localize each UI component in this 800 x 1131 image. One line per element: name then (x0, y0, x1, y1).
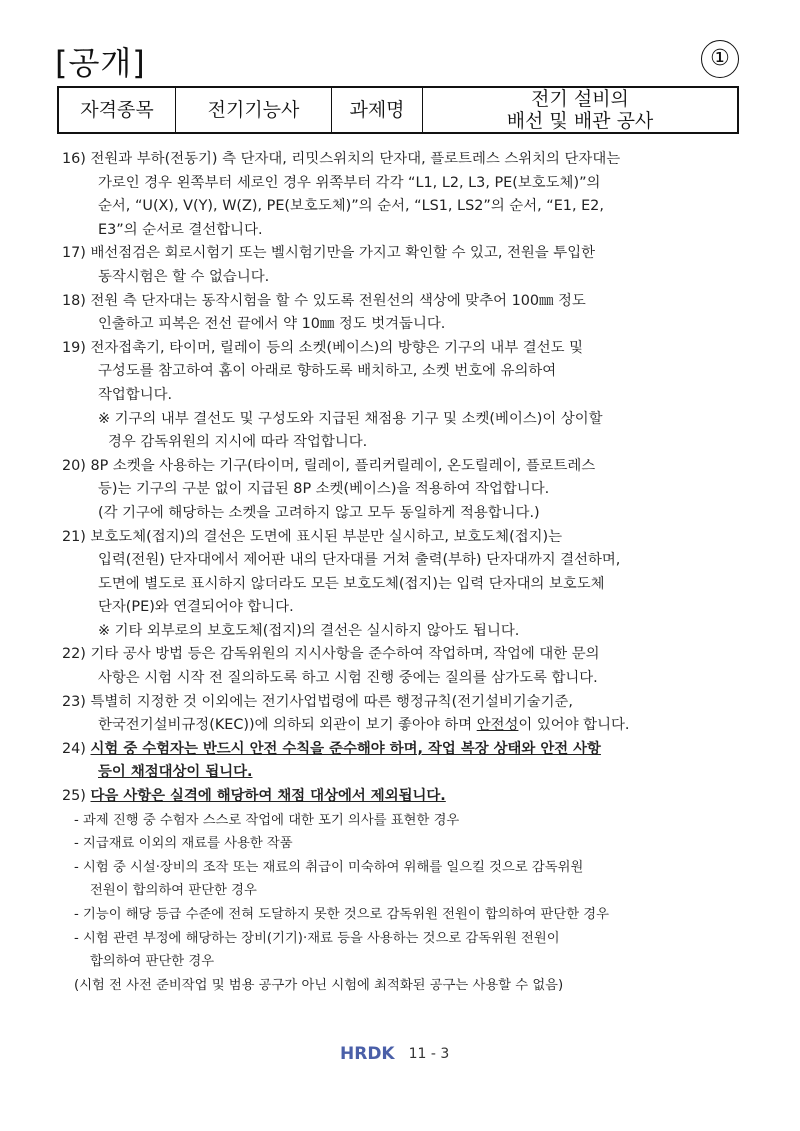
disqualify-item-3-line1: - 시험 중 시설·장비의 조작 또는 재료의 취급이 미숙하여 위해를 일으킬 것으로 감독위원 (74, 859, 584, 875)
item-24-line2 (62, 761, 762, 785)
disqualify-item-1: - 과제 진행 중 수험자 스스로 작업에 대한 포기 의사를 표현한 경우 (74, 812, 460, 828)
item-18-line1: 18) 전원 측 단자대는 동작시험을 할 수 있도록 전원선의 색상에 맞추어 100㎜ 정도 (62, 292, 586, 309)
qualification-value: 전기기능사 (176, 87, 332, 133)
item-16-line1: 16) 전원과 부하(전동기) 측 단자대, 리밋스위치의 단자대, 플로트레스 스위치의 단자대는 (62, 151, 621, 167)
qualification-label: 자격종목 (58, 87, 176, 133)
item-23-line1: 23) 특별히 지정한 것 이외에는 전기사업법령에 따른 행정규칙(전기설비기술기준, (62, 693, 573, 710)
item-21-line1: 21) 보호도체(접지)의 결선은 도면에 표시된 부분만 실시하고, 보호도체(접지)는 (62, 528, 563, 545)
item-17-line1: 17) 배선점검은 회로시험기 또는 벨시험기만을 가지고 확인할 수 있고, 전원을 투입한 (62, 245, 595, 262)
item-16-line3: 순서, “U(X), V(Y), W(Z), PE(보호도체)”의 순서, “LS1, LS2”의 순서, “E1, E2, (98, 198, 604, 215)
item-16-line4: E3”의 순서로 결선합니다. (98, 221, 263, 238)
item-21-line4: 단자(PE)와 연결되어야 합니다. (98, 599, 294, 616)
item-24-line1 (62, 738, 762, 762)
item-18-line2: 인출하고 피복은 전선 끝에서 약 10㎜ 정도 벗겨둡니다. (98, 316, 446, 333)
item-24-number: 24) (62, 740, 91, 757)
item-20-line2: 등)는 기구의 구분 없이 지급된 8P 소켓(베이스)을 적용하여 작업합니다. (98, 481, 550, 498)
item-24-emphasis-2: 등이 채점대상이 됩니다. (98, 764, 253, 781)
disqualify-item-3-line2: 전원이 합의하여 판단한 경우 (90, 883, 257, 899)
public-tag: [공개] (55, 44, 146, 82)
item-19-line3: 작업합니다. (98, 386, 173, 403)
disqualify-item-5-line2: 합의하여 판단한 경우 (90, 954, 215, 970)
item-22-line2: 사항은 시험 시작 전 질의하도록 하고 시험 진행 중에는 질의를 삼가도록 합니다. (98, 670, 598, 687)
item-19-line2: 구성도를 참고하여 홈이 아래로 향하도록 배치하고, 소켓 번호에 유의하여 (98, 363, 557, 380)
circle-number-badge: ① (701, 40, 739, 78)
item-25-emphasis: 다음 사항은 실격에 해당하여 채점 대상에서 제외됩니다. (90, 788, 446, 805)
task-value-line1: 전기 설비의 (531, 88, 629, 110)
page-footer (340, 1044, 449, 1064)
item-21-line3: 도면에 별도로 표시하지 않더라도 모든 보호도체(접지)는 입력 단자대의 보호도체 (98, 575, 605, 592)
disqualify-note: (시험 전 사전 준비작업 및 범용 공구가 아닌 시험에 최적화된 공구는 사용할 수 없음) (74, 977, 564, 993)
item-19-note-line1: ※ 기구의 내부 결선도 및 구성도와 지급된 채점용 기구 및 소켓(베이스)이 상이할 (98, 410, 603, 427)
item-19-line1: 19) 전자접촉기, 타이머, 릴레이 등의 소켓(베이스)의 방향은 기구의 내부 결선도 및 (62, 339, 583, 356)
item-17-line2: 동작시험은 할 수 없습니다. (98, 268, 270, 285)
disqualify-item-2: - 지급재료 이외의 재료를 사용한 작품 (74, 836, 293, 852)
item-23-line2 (62, 714, 762, 738)
instructions-body (62, 148, 762, 997)
item-25-number: 25) (62, 788, 91, 805)
task-value (423, 87, 739, 133)
item-22-line1: 22) 기타 공사 방법 등은 감독위원의 지시사항을 준수하여 작업하며, 작업에 대한 문의 (62, 646, 600, 663)
item-23-text-a: 한국전기설비규정(KEC))에 의하되 외관이 보기 좋아야 하며 (98, 717, 477, 734)
item-20-line1: 20) 8P 소켓을 사용하는 기구(타이머, 릴레이, 플리커릴레이, 온도릴레이, 플로트레스 (62, 457, 596, 474)
item-24-emphasis: 시험 중 수험자는 반드시 안전 수칙을 준수해야 하며, 작업 복장 상태와 안전 사항 (90, 740, 601, 757)
item-16-line2: 가로인 경우 왼쪽부터 세로인 경우 위쪽부터 각각 “L1, L2, L3, PE(보호도체)”의 (98, 174, 601, 191)
hrdk-logo: HRDK (340, 1044, 395, 1064)
safety-emphasis: 안전성 (476, 717, 519, 734)
item-23-text-b: 이 있어야 합니다. (518, 717, 630, 734)
task-value-line2: 배선 및 배관 공사 (506, 110, 654, 132)
info-table (57, 86, 739, 134)
item-25-line1 (62, 785, 762, 809)
item-20-line3: (각 기구에 해당하는 소켓을 고려하지 않고 모두 동일하게 적용합니다.) (98, 504, 540, 521)
disqualify-item-5-line1: - 시험 관련 부정에 해당하는 장비(기기)·재료 등을 사용하는 것으로 감독위원 전원이 (74, 930, 560, 946)
disqualify-item-4: - 기능이 해당 등급 수준에 전혀 도달하지 못한 것으로 감독위원 전원이 합의하여 판단한 경우 (74, 907, 610, 922)
item-21-line2: 입력(전원) 단자대에서 제어판 내의 단자대를 거쳐 출력(부하) 단자대까지 결선하며, (98, 552, 621, 569)
page-number: 11 - 3 (408, 1046, 450, 1062)
task-label: 과제명 (332, 87, 423, 133)
item-21-note: ※ 기타 외부로의 보호도체(접지)의 결선은 실시하지 않아도 됩니다. (98, 622, 520, 639)
item-19-note-line2: 경우 감독위원의 지시에 따라 작업합니다. (108, 434, 368, 451)
